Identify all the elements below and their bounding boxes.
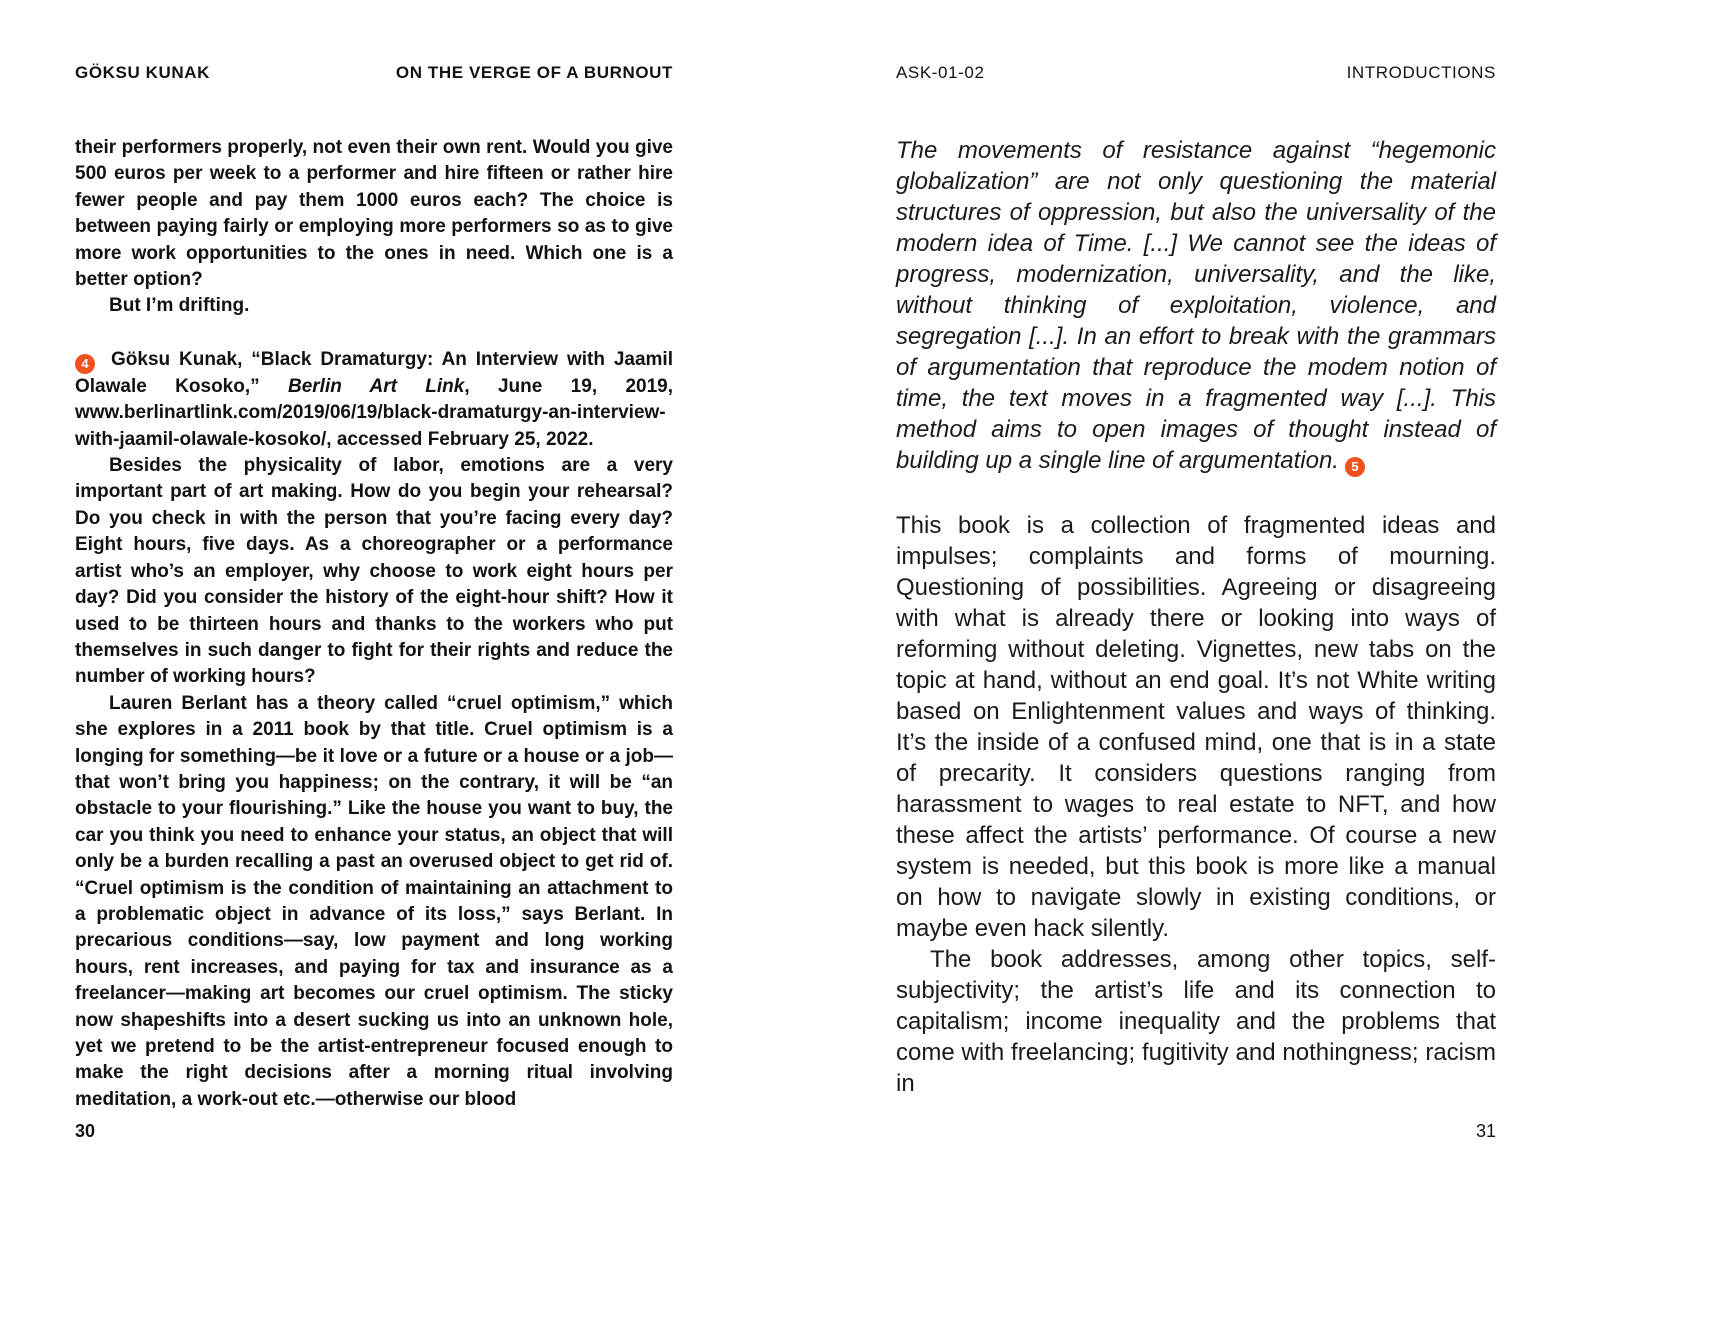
right-page: [896, 0, 1496, 1338]
body-paragraph: [896, 944, 1496, 1099]
author-name: GÖKSU KUNAK: [75, 63, 210, 82]
left-page-text: [75, 135, 673, 1113]
right-running-head: [896, 63, 1496, 83]
text-segment: Berlin Art Link: [287, 375, 465, 397]
chapter-code: ASK-01-02: [896, 63, 985, 82]
left-page-number: 30: [75, 1121, 96, 1141]
right-page-number: 31: [1475, 1121, 1496, 1141]
body-paragraph: [75, 453, 673, 691]
body-paragraph: [75, 691, 673, 1114]
text-segment: Göksu Kunak, “Black Dramaturgy: An Interview with Jaamil Olawale Kosoko,”: [75, 348, 673, 397]
text-segment: their performers properly, not even their own rent. Would you give 500 euros per week to a performer and hire fifteen or rather hire fewer people and pay them 1000 euros each? The choice is between paying fairly or employing more performers so as to give more work opportunities to the ones in need. Which one is a better option?: [75, 137, 673, 291]
text-segment: Lauren Berlant has a theory called “cruel optimism,” which she explores in a 2011 book by that title. Cruel optimism is a longing for something—be it love or a future or a house or a job—that won’t bring you happiness; on the contrary, it will be “an obstacle to your flourishing.” Like the house you want to buy, the car you think you need to enhance your status, an object that will only be a burden recalling a past an overused object to get rid of. “Cruel optimism is the condition of maintaining an attachment to a problematic object in advance of its loss,” says Berlant. In precarious conditions—say, low payment and long working hours, rent increases, and paying for tax and insurance as a freelancer—making art becomes our cruel optimism. The sticky now shapeshifts into a desert sucking us into an unknown hole, yet we pretend to be the artist-entrepreneur focused enough to make the right decisions after a morning ritual involving meditation, a work-out etc.—otherwise our blood: [75, 692, 673, 1110]
footnote-marker: 5: [1345, 457, 1365, 477]
section-title: INTRODUCTIONS: [1346, 63, 1496, 82]
text-segment: But I’m drifting.: [109, 295, 250, 317]
left-page: [75, 0, 673, 1338]
footnote-paragraph: [75, 347, 673, 453]
right-page-text: [896, 135, 1496, 1099]
text-segment: , June 19, 2019, www.berlinartlink.com/2019/06/19/black-dramaturgy-an-interview-with-jaamil-olawale-kosoko/, accessed February 25, 2022.: [75, 375, 673, 450]
text-segment: The book addresses, among other topics, self-subjectivity; the artist’s life and its connection to capitalism; income inequality and the problems that come with freelancing; fugitivity and nothingness; racism in: [896, 946, 1496, 1097]
body-paragraph: [75, 135, 673, 293]
body-paragraph: [896, 510, 1496, 944]
quote-paragraph: [896, 135, 1496, 477]
book-title: ON THE VERGE OF A BURNOUT: [395, 63, 673, 82]
text-segment: Besides the physicality of labor, emotions are a very important part of art making. How do you begin your rehearsal? Do you check in with the person that you’re facing every day? Eight hours, five days. As a choreographer or a performance artist who’s an employer, why choose to work eight hours per day? Did you consider the history of the eight-hour shift? How it used to be thirteen hours and thanks to the workers who put themselves in such danger to fight for their rights and reduce the number of working hours?: [75, 455, 673, 688]
body-paragraph: [75, 293, 673, 319]
footnote-marker: 4: [75, 354, 95, 374]
text-segment: The movements of resistance against “hegemonic globalization” are not only questioning the material structures of oppression, but also the universality of the modern idea of Time. [...] We cannot see the ideas of progress, modernization, universality, and the like, without thinking of exploitation, violence, and segregation [...]. In an effort to break with the grammars of argumentation that reproduce the modem notion of time, the text moves in a fragmented way [...]. This method aims to open images of thought instead of building up a single line of argumentation.: [896, 137, 1496, 474]
left-running-head: [75, 63, 673, 83]
text-segment: This book is a collection of fragmented ideas and impulses; complaints and forms of mourning. Questioning of possibilities. Agreeing or disagreeing with what is already there or looking into ways of reforming without deleting. Vignettes, new tabs on the topic at hand, without an end goal. It’s not White writing based on Enlightenment values and ways of thinking. It’s the inside of a confused mind, one that is in a state of precarity. It considers questions ranging from harassment to wages to real estate to NFT, and how these affect the artists’ performance. Of course a new system is needed, but this book is more like a manual on how to navigate slowly in existing conditions, or maybe even hack silently.: [896, 512, 1496, 942]
